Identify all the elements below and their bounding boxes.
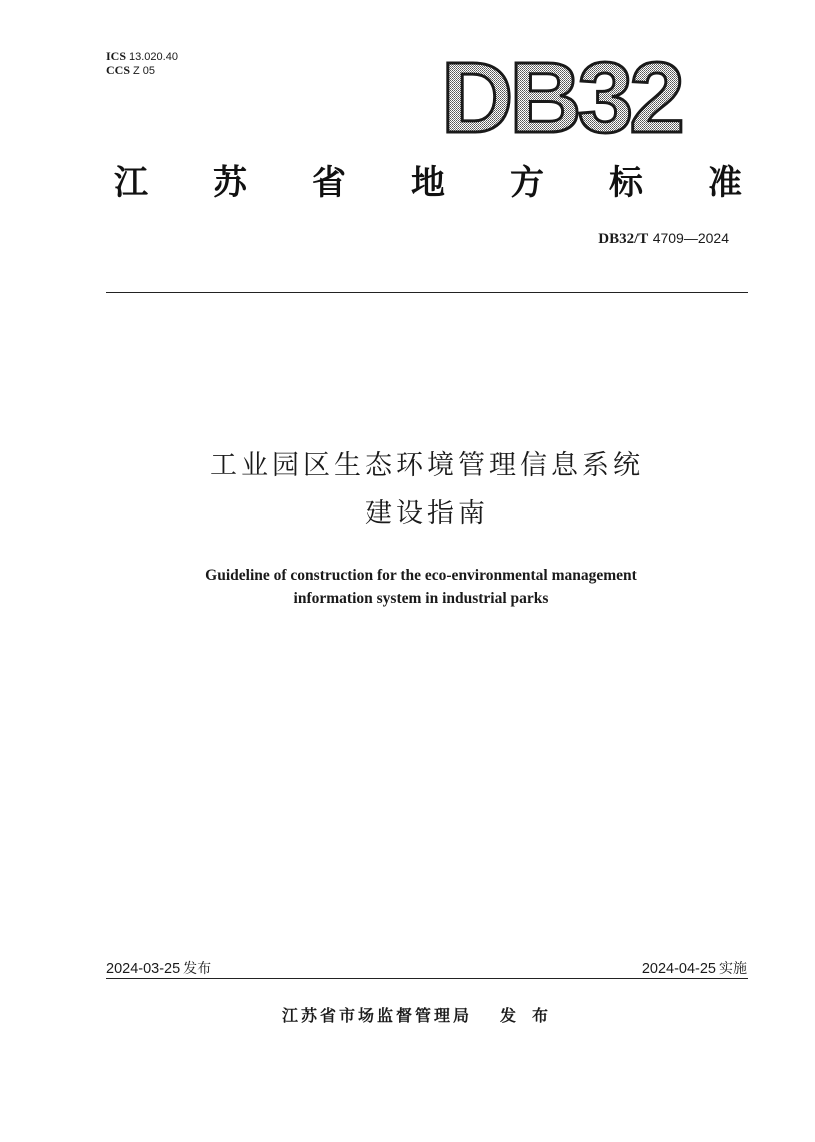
- standard-number-prefix: DB32/T: [598, 231, 649, 247]
- issuer-action: 发布: [500, 1006, 565, 1025]
- issue-date: [106, 958, 211, 978]
- title-cn-line1: 工业园区生态环境管理信息系统: [210, 450, 644, 481]
- standard-number: [598, 230, 729, 248]
- top-divider: [106, 292, 748, 293]
- title-en-line2: information system in industrial parks: [293, 590, 549, 607]
- document-title-cn: [106, 442, 748, 538]
- db32-logo: [436, 44, 686, 144]
- title-cn-line2: 建设指南: [365, 498, 489, 529]
- standard-type-char: 准: [708, 163, 742, 203]
- standard-type-title: [108, 160, 748, 206]
- implement-date-value: 2024-04-25: [641, 961, 716, 977]
- implement-date: [642, 958, 747, 978]
- issuer-name: 江苏省市场监督管理局: [282, 1006, 473, 1025]
- ccs-row: [106, 64, 178, 78]
- standard-type-char: 方: [510, 163, 544, 203]
- issuer: [282, 1003, 564, 1026]
- ics-value: 13.020.40: [129, 51, 178, 63]
- ccs-label: CCS: [106, 63, 131, 77]
- title-en-line1: Guideline of construction for the eco-environmental management: [205, 567, 637, 584]
- standard-type-char: 地: [411, 163, 445, 203]
- ics-row: [106, 50, 178, 64]
- issue-date-word: 发布: [183, 961, 212, 977]
- implement-date-word: 实施: [719, 961, 747, 977]
- logo-text: DB32: [441, 44, 681, 144]
- bottom-divider: [106, 978, 748, 979]
- standard-type-char: 江: [114, 163, 148, 203]
- ccs-value: Z 05: [133, 65, 156, 77]
- classification-codes: [106, 50, 178, 78]
- ics-label: ICS: [106, 49, 127, 63]
- standard-type-char: 省: [312, 163, 346, 203]
- standard-type-char: 苏: [213, 163, 247, 203]
- issue-date-value: 2024-03-25: [106, 961, 181, 977]
- document-title-en: [106, 564, 736, 610]
- standard-number-value: 4709—2024: [652, 230, 729, 246]
- standard-type-char: 标: [609, 163, 643, 203]
